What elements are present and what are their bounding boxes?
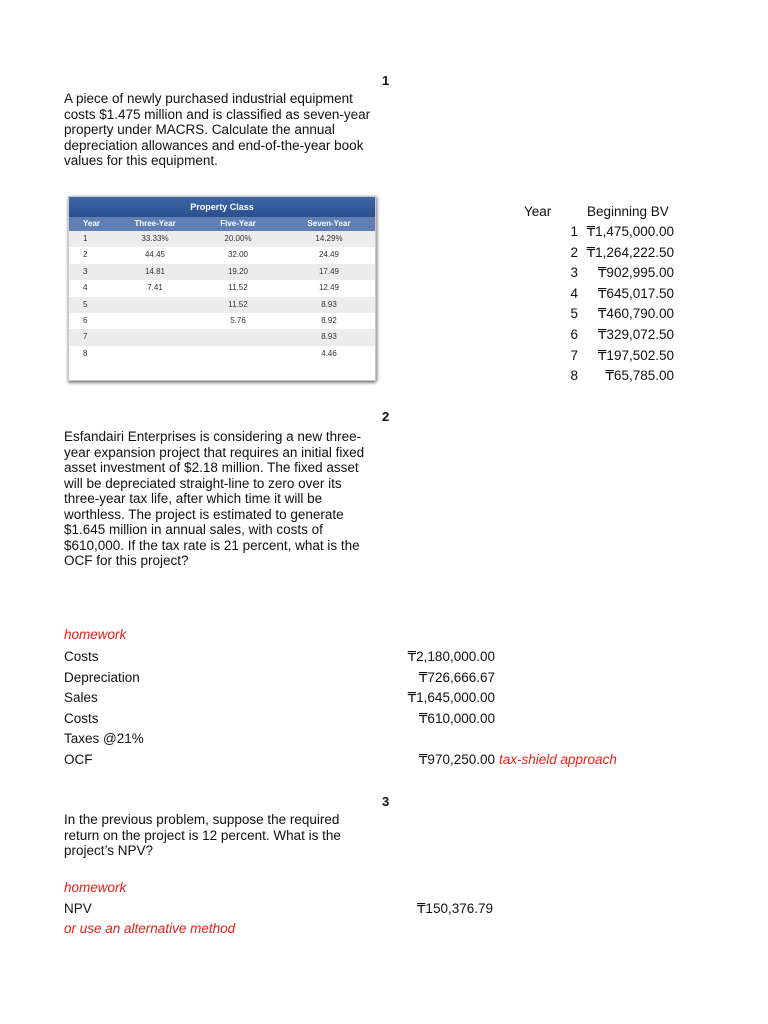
q3-homework-note: homework <box>64 880 127 895</box>
q2-ocf-value: ₸970,250.00 <box>418 752 495 767</box>
table-cell: 11.52 <box>228 283 248 293</box>
bv-year: 5 <box>570 306 578 322</box>
table-cell: 14.29% <box>315 234 343 243</box>
table-cell <box>117 329 193 345</box>
table-row <box>69 313 375 329</box>
table-row <box>69 329 375 345</box>
table-cell <box>117 346 193 362</box>
bv-value: ₸1,264,222.50 <box>586 244 674 260</box>
bv-value: ₸1,475,000.00 <box>586 224 674 239</box>
q2-line-value: ₸1,645,000.00 <box>407 690 495 706</box>
q2-ocf-note: tax-shield approach <box>499 752 617 767</box>
table-cell <box>117 297 193 313</box>
macrs-header-three-year: Three-Year <box>134 219 176 228</box>
q2-line-label: Costs <box>64 649 99 664</box>
table-cell: 20.00% <box>224 234 252 243</box>
bv-row <box>540 306 674 327</box>
table-cell: 33.33% <box>141 234 169 243</box>
q2-line-label: Sales <box>64 690 98 706</box>
bv-value-header: Beginning BV <box>587 204 669 219</box>
table-cell: 14.81 <box>144 266 166 276</box>
table-row <box>69 297 375 313</box>
table-cell: 24.49 <box>318 250 340 260</box>
bv-year: 8 <box>570 368 578 384</box>
bv-year: 3 <box>570 265 578 281</box>
bv-year: 2 <box>570 244 578 260</box>
table-cell: 11.52 <box>228 299 248 309</box>
table-cell: 32.00 <box>227 250 249 260</box>
table-cell: 12.49 <box>318 283 340 293</box>
bv-row <box>540 348 674 369</box>
table-cell: 2 <box>83 250 88 260</box>
q2-line-value: ₸2,180,000.00 <box>407 649 495 664</box>
bv-row <box>540 286 674 307</box>
bv-value: ₸645,017.50 <box>597 285 674 301</box>
q3-alt-note: or use an alternative method <box>64 921 236 936</box>
table-cell: 19.20 <box>227 266 249 276</box>
bv-value: ₸197,502.50 <box>597 347 674 363</box>
macrs-header-seven-year: Seven-Year <box>307 219 351 228</box>
table-cell: 8 <box>83 348 88 358</box>
q2-line-value: ₸726,666.67 <box>418 669 495 685</box>
table-cell: 8.93 <box>321 299 337 309</box>
table-cell <box>193 329 283 345</box>
bv-year: 1 <box>570 224 578 239</box>
table-cell: 6 <box>83 315 88 325</box>
q2-line-label: Costs <box>64 710 99 726</box>
bv-value: ₸329,072.50 <box>597 327 674 342</box>
macrs-header-five-year: Five-Year <box>220 219 256 228</box>
macrs-table <box>68 196 376 381</box>
table-cell: 7 <box>83 332 88 342</box>
question-1-number: 1 <box>382 73 390 88</box>
question-3-number: 3 <box>382 794 390 809</box>
macrs-table-header-row <box>69 217 375 231</box>
bv-row <box>540 368 674 389</box>
q2-line-value: ₸610,000.00 <box>418 710 495 726</box>
bv-row <box>540 327 674 348</box>
table-row <box>69 280 375 296</box>
bv-year: 7 <box>570 347 578 363</box>
bv-row <box>540 224 674 245</box>
bv-row <box>540 265 674 286</box>
table-cell: 44.45 <box>144 250 166 260</box>
table-cell: 17.49 <box>318 266 340 276</box>
bv-value: ₸65,785.00 <box>605 368 674 384</box>
table-cell: 4.46 <box>321 348 337 358</box>
bv-value: ₸460,790.00 <box>597 306 674 322</box>
bv-row <box>540 245 674 266</box>
table-cell <box>193 346 283 362</box>
q3-npv-value: ₸150,376.79 <box>416 901 493 916</box>
table-cell: 5.76 <box>230 315 246 325</box>
question-2-text: Esfandairi Enterprises is considering a new three-year expansion project that requires an initial fixed asset investment of $2.18 million. The fixed asset will be depreciated straight-line to zero over its three-year tax life, after which time it will be worthless. The project is estimated to generate $1.645 million in annual sales, with costs of $610,000. If the tax rate is 21 percent, what is the OCF for this project? <box>64 429 365 568</box>
q2-line-label: Taxes @21% <box>64 731 144 747</box>
table-cell: 7.41 <box>147 283 163 293</box>
table-cell: 4 <box>83 283 88 293</box>
bv-year: 6 <box>570 327 578 342</box>
table-row <box>69 247 375 263</box>
macrs-table-title: Property Class <box>69 197 375 217</box>
macrs-header-year: Year <box>83 219 100 228</box>
q2-line-label: OCF <box>64 752 93 767</box>
table-cell: 8.92 <box>321 315 337 325</box>
table-cell: 1 <box>83 234 88 243</box>
bv-year: 4 <box>570 285 578 301</box>
table-cell: 5 <box>83 299 88 309</box>
table-row <box>69 264 375 280</box>
q2-homework-note: homework <box>64 627 127 642</box>
q3-npv-label: NPV <box>64 901 92 916</box>
table-cell: 8.93 <box>321 332 337 342</box>
table-row <box>69 346 375 362</box>
table-cell <box>117 313 193 329</box>
table-cell: 3 <box>83 266 88 276</box>
bv-year-header: Year <box>524 204 552 219</box>
question-1-text: A piece of newly purchased industrial equipment costs $1.475 million and is classified as seven-year property under MACRS. Calculate the annual depreciation allowances and end-of-the-year book values for this equipment. <box>64 91 371 168</box>
bv-value: ₸902,995.00 <box>597 265 674 281</box>
macrs-table-body <box>69 231 375 362</box>
table-row <box>69 231 375 247</box>
question-3-text: In the previous problem, suppose the required return on the project is 12 percent. What is the project’s NPV? <box>64 812 341 858</box>
q2-line-label: Depreciation <box>64 669 140 685</box>
question-2-number: 2 <box>382 409 390 424</box>
